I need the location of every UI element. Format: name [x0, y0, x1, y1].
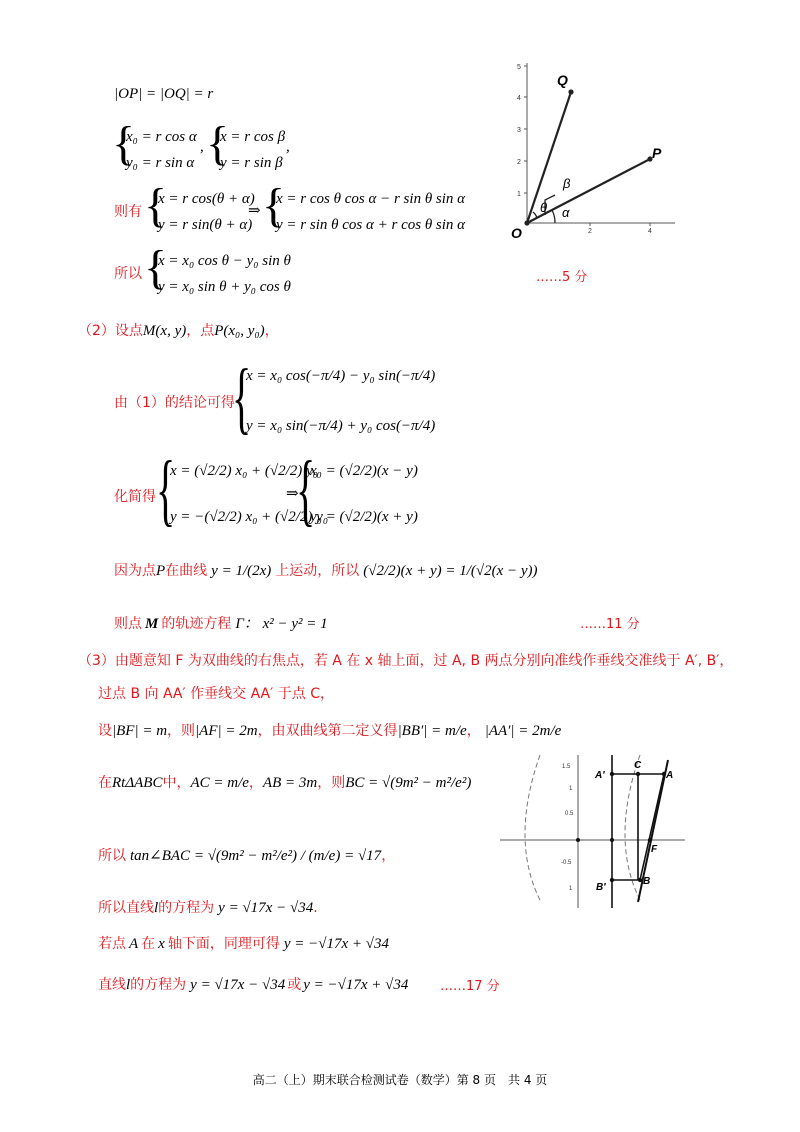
label-a: A: [666, 770, 674, 781]
y-tick: 3: [517, 127, 521, 134]
because-equation: (√2/2)(x + y) = 1/(√2(x − y)): [363, 563, 538, 579]
point-m-expr: M(x, y): [142, 323, 187, 339]
part3-line-7: [98, 933, 389, 953]
sys-simp-left-2: y = −(√2/2) x₀ + (√2/2) y₀: [170, 509, 329, 525]
eq-af: |AF| = 2m: [195, 723, 258, 739]
score-part2: ……11 分: [580, 617, 640, 632]
part3-line-2: 过点 B 向 AA′ 作垂线交 AA′ 于点 C，: [98, 686, 334, 702]
point-a1: [610, 772, 614, 776]
because-text-a: 因为点: [114, 563, 156, 579]
l7-text-c: 轴下面，同理可得: [167, 936, 280, 952]
y-tick: 2: [517, 159, 521, 166]
label-b: B: [643, 876, 651, 887]
eq-ab: AB = 3m: [262, 775, 318, 791]
brace: {: [262, 179, 286, 232]
l8-text-b: 的方程为: [130, 977, 187, 993]
y-tick: 1: [517, 191, 521, 198]
eq-aa1: |AA′| = 2m/e: [484, 723, 562, 739]
part3-line-5: [98, 845, 395, 865]
angle-alpha-arc: [552, 210, 555, 223]
label-c: C: [634, 760, 642, 771]
so-prefix: 所以: [114, 266, 142, 282]
y-tick: 5: [517, 64, 521, 71]
y-tick: 4: [517, 95, 521, 102]
point-m: M: [145, 616, 159, 632]
system-then-right: [276, 186, 465, 238]
locus-line: [114, 612, 328, 633]
l4-text-a: 在: [98, 775, 112, 791]
eq-line-below: y = −√17x + √34: [283, 936, 389, 952]
label-beta: β: [563, 176, 571, 191]
system-so: [158, 248, 291, 300]
brace: {: [232, 354, 252, 442]
part3-line-6: [98, 897, 318, 917]
eq-tan-bac: tan∠BAC = √(9m² − m²/e²) / (m/e) = √17: [130, 848, 382, 864]
sys-from-2: y = x₀ sin(−π/4) + y₀ cos(−π/4): [246, 418, 436, 434]
l4-text-d: ，则: [317, 775, 346, 791]
l3-text-c: ，由双曲线第二定义得: [257, 723, 398, 739]
because-line: [114, 560, 538, 580]
sys-q-line-2: y = r sin β: [220, 155, 283, 171]
curve-expr: y = 1/(2x): [211, 563, 272, 579]
l6-text-b: 的方程为: [158, 900, 215, 916]
system-p: [126, 124, 197, 176]
locus-text-b: 的轨迹方程: [161, 616, 232, 632]
line-l: l: [154, 900, 159, 916]
directrix-intersection: [610, 838, 614, 842]
l5-text-b: ，: [381, 848, 396, 864]
label-a1: A′: [595, 770, 605, 781]
point-a: A: [129, 936, 139, 952]
angle-theta-arc: [533, 212, 537, 218]
brace: {: [112, 117, 136, 170]
label-theta: θ: [540, 200, 548, 215]
y-tick: 1.5: [562, 764, 571, 770]
eq-line-final-2: y = −√17x + √34: [303, 977, 409, 993]
sys-simp-right-2: y₀ = (√2/2)(x + y): [310, 509, 418, 525]
brace: {: [144, 179, 168, 232]
eq-bb1: |BB′| = m/e: [397, 723, 467, 739]
line-l: l: [126, 977, 131, 993]
sys-p-line-2: y₀ = r sin α: [126, 155, 195, 171]
brace: {: [144, 241, 168, 294]
l3-text-d: ，: [466, 723, 481, 739]
l4-text-c: ，: [248, 775, 263, 791]
comma: ,: [286, 139, 290, 155]
point-q: [568, 89, 573, 94]
y-tick: -0.5: [561, 860, 572, 866]
score-part1: ……5 分: [536, 270, 588, 285]
label-f: F: [651, 844, 658, 855]
sys-p-line-1: x₀ = r cos α: [126, 129, 197, 145]
point-f: [648, 838, 652, 842]
label-b1: B′: [596, 882, 606, 893]
eq-bf: |BF| = m: [112, 723, 168, 739]
hyperbola-left-branch: [525, 755, 540, 900]
label-alpha: α: [562, 205, 570, 220]
x-tick: 2: [588, 228, 592, 235]
y-tick: 1: [569, 886, 573, 892]
label-o: O: [511, 225, 522, 241]
simplify-prefix: 化简得: [114, 489, 156, 505]
implies-arrow: ⇒: [286, 486, 299, 502]
l3-text-a: 设: [98, 723, 112, 739]
eq-line-above: y = √17x − √34: [218, 900, 314, 916]
l7-text-a: 若点: [98, 936, 126, 952]
point-b: [638, 878, 642, 882]
point-b1: [610, 878, 614, 882]
part3-line-1: （3）由题意知 F 为双曲线的右焦点，若 A 在 x 轴上面，过 A, B 两点分别向准线作垂线交准线于 A′, B′，: [78, 653, 734, 669]
system-simplify-right: [310, 458, 418, 530]
l5-text-a: 所以: [98, 848, 126, 864]
segment-ab: [640, 774, 664, 880]
l7-text-b: 在: [141, 936, 156, 952]
because-text-b: 在曲线: [165, 563, 208, 579]
because-text-c: 上运动，所以: [275, 563, 360, 579]
eq-bc: BC = √(9m² − m²/e²): [345, 775, 472, 791]
part2-intro-mid: ，点: [186, 323, 215, 339]
implies-arrow: ⇒: [248, 203, 261, 219]
system-from: [246, 363, 435, 439]
part3-line-3: [98, 720, 561, 740]
part3-line-8: [98, 974, 408, 994]
hyperbola-figure: [500, 750, 690, 910]
eq-ac: AC = m/e: [190, 775, 249, 791]
l4-text-b: 中，: [162, 775, 191, 791]
part3-line-4: [98, 772, 471, 792]
from-prefix: 由（1）的结论可得: [114, 395, 235, 411]
locus-equation: Γ： x² − y² = 1: [235, 616, 328, 632]
origin: [576, 838, 580, 842]
label-q: Q: [557, 72, 568, 88]
sys-so-2: y = x₀ sin θ + y₀ cos θ: [158, 279, 291, 295]
part2-intro: [78, 320, 279, 340]
system-q: [220, 124, 285, 176]
part2-intro-text: （2）设点: [78, 323, 143, 339]
point-p-expr: P(x₀, y₀): [214, 323, 265, 339]
l8-text-a: 直线: [98, 977, 126, 993]
sys-then-right-2: y = r sin θ cos α + r cos θ sin α: [276, 217, 466, 233]
system-then-left: [158, 186, 255, 238]
comma: ,: [200, 139, 204, 155]
sys-then-right-1: x = r cos θ cos α − r sin θ sin α: [276, 191, 466, 207]
eq-line-final-1: y = √17x − √34: [190, 977, 286, 993]
l8-or: 或: [287, 977, 302, 993]
rotation-figure: [500, 55, 680, 245]
y-tick: 0.5: [565, 811, 574, 817]
label-p: P: [652, 145, 662, 161]
sys-so-1: x = x₀ cos θ − y₀ sin θ: [158, 253, 291, 269]
sys-then-left-1: x = r cos(θ + α): [158, 191, 255, 207]
sys-simp-left-1: x = (√2/2) x₀ + (√2/2) y₀: [170, 463, 318, 479]
eq-op-oq: |OP| = |OQ| = r: [114, 86, 214, 102]
l3-text-b: ，则: [167, 723, 196, 739]
brace: {: [296, 446, 316, 534]
point-c: [636, 772, 640, 776]
part2-intro-end: ，: [264, 323, 279, 339]
brace: {: [206, 117, 230, 170]
score-part3: ……17 分: [440, 979, 500, 994]
sys-simp-right-1: x₀ = (√2/2)(x − y): [310, 463, 418, 479]
x-var: x: [158, 936, 165, 952]
brace: {: [156, 446, 176, 534]
locus-text-a: 则点: [114, 616, 142, 632]
x-tick: 4: [648, 228, 652, 235]
l6-text-c: .: [313, 900, 318, 916]
l6-text-a: 所以直线: [98, 900, 154, 916]
page-footer: 高二（上）期末联合检测试卷（数学）第 8 页 共 4 页: [252, 1073, 548, 1087]
triangle-abc: RtΔABC: [112, 775, 163, 791]
sys-q-line-1: x = r cos β: [220, 129, 286, 145]
point-p: P: [156, 563, 166, 579]
point-o: [524, 220, 529, 225]
then-prefix: 则有: [114, 204, 142, 220]
sys-then-left-2: y = r sin(θ + α): [158, 217, 253, 233]
y-tick: 1: [569, 786, 573, 792]
sys-from-1: x = x₀ cos(−π/4) − y₀ sin(−π/4): [246, 368, 436, 384]
